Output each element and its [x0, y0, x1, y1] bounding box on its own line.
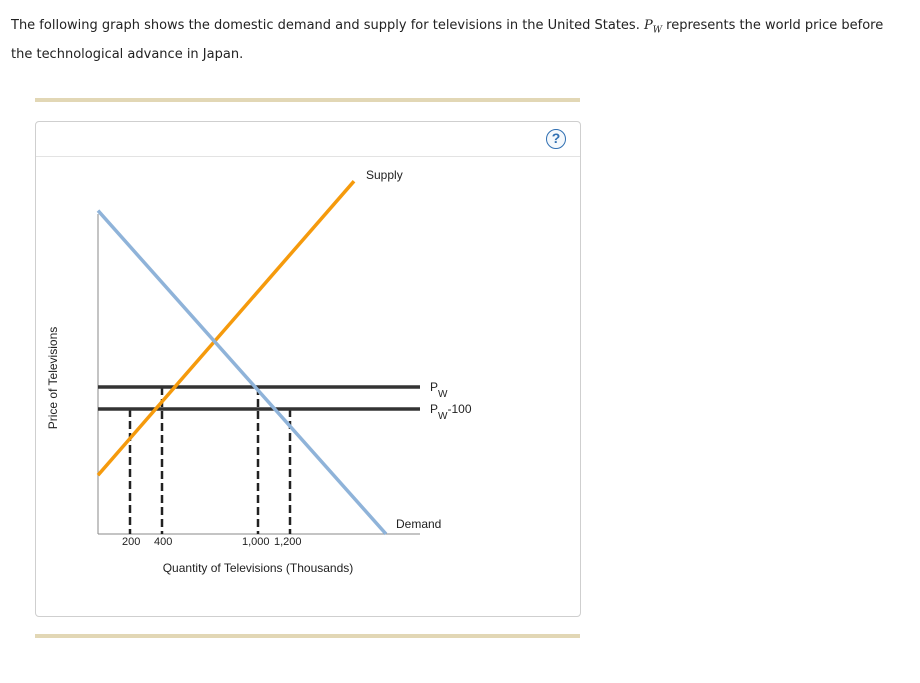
- help-icon: ?: [551, 130, 561, 146]
- demand-label: Demand: [396, 517, 442, 531]
- demand-curve: [98, 211, 386, 534]
- price-line-label-0: [430, 380, 448, 400]
- supply-curve: [98, 181, 354, 475]
- price-label-suffix: -100: [447, 402, 472, 417]
- curves: [98, 181, 386, 534]
- price-label-letter: P: [430, 380, 439, 394]
- price-label-subscript: W: [438, 389, 448, 400]
- x-tick-label-2: 1,000: [242, 536, 270, 548]
- question-text-after: represents the world price before the technological advance in Japan.: [11, 18, 884, 62]
- pw-symbol-subscript: W: [652, 25, 662, 36]
- price-label-letter: P: [430, 402, 439, 417]
- supply-label: Supply: [366, 168, 403, 183]
- x-tick-label-1: 400: [154, 536, 173, 548]
- price-line-label-1: [430, 402, 472, 422]
- y-axis-title: Price of Televisions: [46, 326, 60, 430]
- x-tick-label-3: 1,200: [274, 536, 302, 548]
- price-label-subscript: W: [438, 411, 448, 423]
- pw-symbol-letter: P: [643, 18, 653, 33]
- x-axis-title: Quantity of Televisions (Thousands): [162, 561, 354, 575]
- question-text-before: The following graph shows the domestic demand and supply for televisions in the United States.: [11, 18, 640, 33]
- x-tick-label-0: 200: [122, 536, 141, 548]
